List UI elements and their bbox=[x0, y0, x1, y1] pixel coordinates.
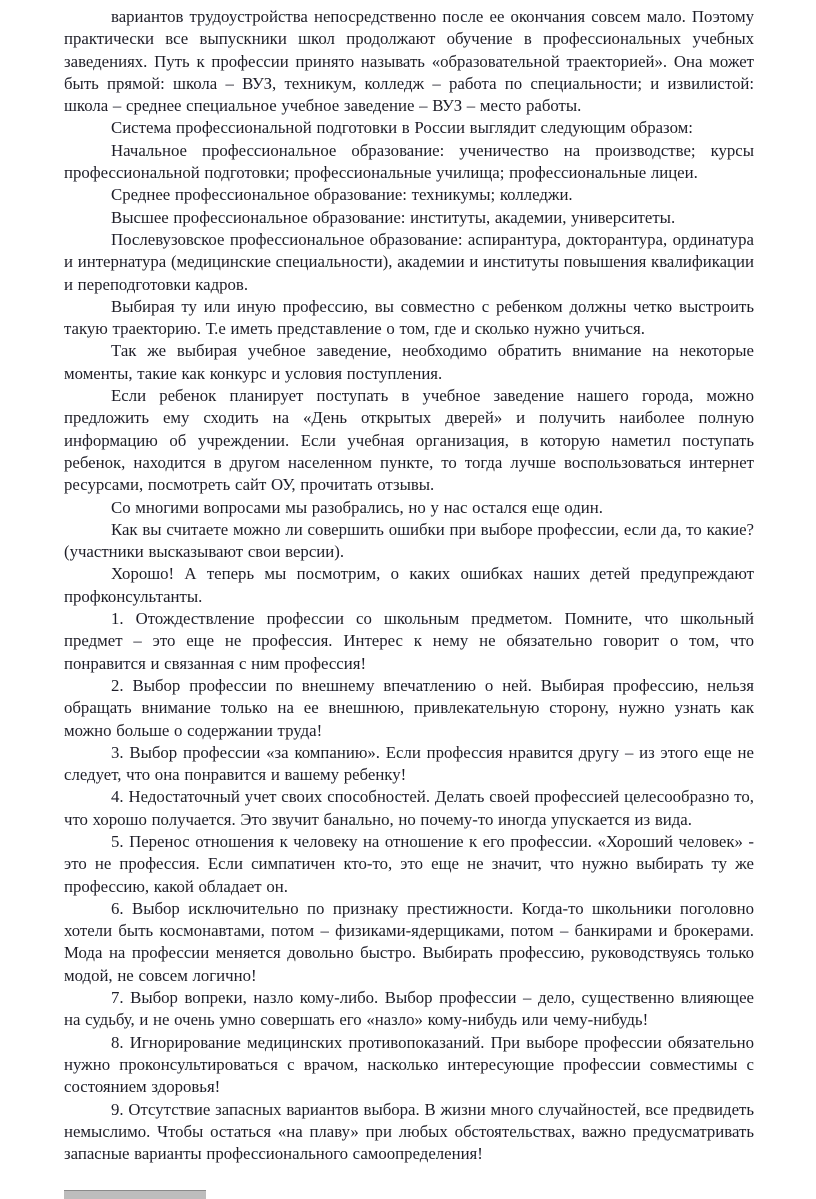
paragraph: Послевузовское профессиональное образование: аспирантура, докторантура, ординатура и интернатура (медицинские специальности), академии и институты повышения квалификации и переподготовки кадров. bbox=[64, 229, 754, 294]
paragraph-numbered-6: 6. Выбор исключительно по признаку престижности. Когда-то школьники поголовно хотели быть космонавтами, потом – физиками-ядерщиками, потом – банкирами и брокерами. Мода на профессии меняется довольно быстро. Выбирать профессию, руководствуясь только модой, не совсем логично! bbox=[64, 898, 754, 985]
paragraph-numbered-9: 9. Отсутствие запасных вариантов выбора. В жизни много случайностей, все предвидеть немыслимо. Чтобы остаться «на плаву» при любых обстоятельствах, важно предусматривать запасные варианты профессионального самоопределения! bbox=[64, 1099, 754, 1164]
paragraph: Так же выбирая учебное заведение, необходимо обратить внимание на некоторые моменты, такие как конкурс и условия поступления. bbox=[64, 341, 754, 383]
paragraph-numbered-7: 7. Выбор вопреки, назло кому-либо. Выбор профессии – дело, существенно влияющее на судьбу, и не очень умно совершать его «назло» кому-нибудь или чему-нибудь! bbox=[64, 988, 754, 1030]
paragraph: вариантов трудоустройства непосредственно после ее окончания совсем мало. Поэтому практически все выпускники школ продолжают обучение в профессиональных учебных заведениях. Путь к профессии принято называть «образовательной траекторией». Она может быть прямой: школа – ВУЗ, техникум, колледж – работа по специальности; и извилистой: школа – среднее специальное учебное заведение – ВУЗ – место работы. bbox=[64, 7, 754, 116]
paragraph-numbered-8: 8. Игнорирование медицинских противопоказаний. При выборе профессии обязательно нужно проконсультироваться с врачом, насколько интересующие профессии совместимы с состоянием здоровья! bbox=[64, 1032, 754, 1097]
paragraph: Хорошо! А теперь мы посмотрим, о каких ошибках наших детей предупреждают профконсультанты. bbox=[64, 564, 754, 606]
paragraph-numbered-4: 4. Недостаточный учет своих способностей. Делать своей профессией целесообразно то, что хорошо получается. Это звучит банально, но почему-то иногда упускается из вида. bbox=[64, 787, 754, 829]
paragraph-numbered-5: 5. Перенос отношения к человеку на отношение к его профессии. «Хороший человек» - это не профессия. Если симпатичен кто-то, это еще не значит, что нужно выбирать ту же профессию, какой обладает он. bbox=[64, 831, 754, 896]
paragraph-numbered-1: 1. Отождествление профессии со школьным предметом. Помните, что школьный предмет – это еще не профессия. Интерес к нему не обязательно говорит о том, что понравится и связанная с ним профессия! bbox=[64, 609, 754, 673]
paragraph: Высшее профессиональное образование: институты, академии, университеты. bbox=[111, 207, 676, 227]
paragraph: Система профессиональной подготовки в России выглядит следующим образом: bbox=[111, 118, 693, 138]
paragraph: Начальное профессиональное образование: ученичество на производстве; курсы профессиональной подготовки; профессиональные училища; профессиональные лицеи. bbox=[64, 140, 754, 183]
paragraph: Если ребенок планирует поступать в учебное заведение нашего города, можно предложить ему сходить на «День открытых дверей» и получить наиболее полную информацию об учреждении. Если учебная организация, в которую наметил поступать ребенок, находится в другом населенном пункте, то тогда лучше воспользоваться интернет ресурсами, посмотреть сайт ОУ, прочитать отзывы. bbox=[64, 386, 754, 495]
paragraph-numbered-3: 3. Выбор профессии «за компанию». Если профессия нравится другу – из этого еще не следует, что она понравится и вашему ребенку! bbox=[64, 742, 754, 785]
paragraph: Среднее профессиональное образование: техникумы; колледжи. bbox=[111, 185, 573, 205]
paragraph: Как вы считаете можно ли совершить ошибки при выборе профессии, если да, то какие? (участники высказывают свои версии). bbox=[64, 519, 754, 562]
paragraph: Выбирая ту или иную профессию, вы совместно с ребенком должны четко выстроить такую траекторию. Т.е иметь представление о том, где и сколько нужно учиться. bbox=[64, 296, 754, 339]
partial-image-top-edge bbox=[64, 1190, 206, 1199]
paragraph: Со многими вопросами мы разобрались, но у нас остался еще один. bbox=[111, 497, 603, 517]
paragraph-numbered-2: 2. Выбор профессии по внешнему впечатлению о ней. Выбирая профессию, нельзя обращать внимание только на ее внешнюю, привлекательную сторону, нужно узнать как можно больше о содержании труда! bbox=[64, 675, 754, 740]
